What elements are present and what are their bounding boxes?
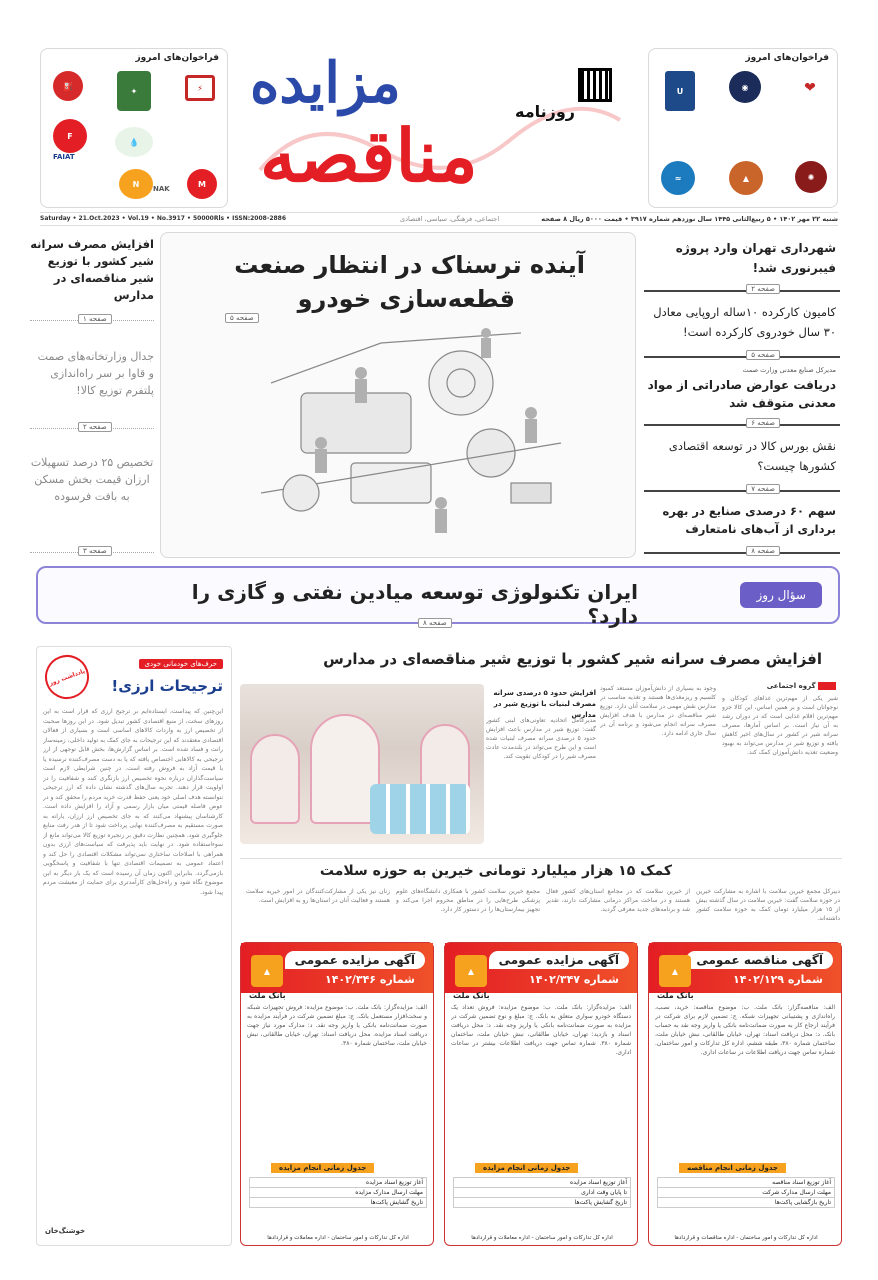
nak-label: NAK <box>153 185 170 193</box>
divider <box>644 424 840 426</box>
group-badge-icon <box>818 682 836 690</box>
divider <box>644 290 840 292</box>
ad-row-label: تا پایان وقت اداری <box>454 1188 631 1198</box>
ad-auction-347[interactable] <box>444 942 638 1246</box>
ad-schedule-table <box>249 1177 427 1208</box>
ad-body: الف: مزایده‌گزار: بانک ملت. ب: موضوع مزایده: فروش تجهیزات شبکه و سخت‌افزار مستعمل بانک. ج: مبلغ تضمین شرکت در فرآیند مزایده به صورت ضمانت‌نامه بانکی یا واریز وجه نقد. د: مدارک مورد نیاز جهت دریافت اسناد مزایده. محل دریافت اسناد: تهران، خیابان طالقانی، نبش خیابان ملت، ساختمان شماره ۳۸۰. <box>247 1004 427 1047</box>
faiat-logo: F <box>53 119 87 153</box>
ad-table-title: جدول زمانی انجام مزایده <box>271 1163 374 1173</box>
water-utility-logo: ≈ <box>661 161 695 195</box>
left-item-1-title[interactable] <box>30 236 154 304</box>
right-page-ref-3[interactable]: صفحه ۶ <box>746 418 780 428</box>
ad-auction-346[interactable] <box>240 942 434 1246</box>
donor-body-3: مجمع خیرین سلامت کشور با همکاری دانشگاه‌های علوم پزشکی طرح‌هایی را در مناطق محروم اجرا می‌کند و تجهیز بیمارستان‌ها را در دستور کار دارد. <box>396 888 540 913</box>
auto-parts-illustration <box>241 323 581 553</box>
donor-headline[interactable]: کمک ۱۵ هزار میلیارد تومانی خیرین به حوزه سلامت <box>319 863 672 879</box>
milk-body-col1: شیر یکی از مهم‌ترین غذاهای کودکان و نوجوانان است و بر همین اساس، این کالا جزو مهم‌ترین اقلام غذایی است که در دوران رشد به آن نیاز است. بر اساس آمارها، مصرف سرانه شیر در کشور در سال‌های اخیر کاهش یافته و توزیع شیر در مدارس می‌تواند به بهبود وضعیت تغذیه دانش‌آموزان کمک کند. <box>722 695 838 756</box>
milk-cups <box>370 784 470 834</box>
subtitle-center: اجتماعی، فرهنگی، سیاسی، اقتصادی <box>400 215 500 223</box>
ad-tender[interactable] <box>648 942 842 1246</box>
oil-company-logo: ◉ <box>729 71 761 103</box>
group-text: گروه اجتماعی <box>766 682 816 690</box>
editorial-title[interactable]: ترجیحات ارزی! <box>111 677 223 695</box>
masthead-small: روزنامه <box>515 102 575 121</box>
ad-body: الف: مناقصه‌گزار: بانک ملت. ب: موضوع مناقصه: خرید، نصب، راه‌اندازی و پشتیبانی تجهیزات شبکه. ج: تضمین لازم برای شرکت در فرآیند ارجاع کار به صورت ضمانت‌نامه بانکی یا واریز وجه نقد به حساب بانک. د: محل دریافت اسناد: تهران، خیابان طالقانی، نبش خیابان ملت، ساختمان شماره ۳۸۰، طبقه ششم، اداره کل تدارکات و امور ساختمان. شماره تماس جهت دریافت اطلاعات در ساعات اداری. <box>655 1004 835 1056</box>
milk-headline-text: افزایش مصرف سرانه شیر کشور با توزیع شیر مناقصه‌ای در مدارس <box>323 650 822 668</box>
masthead-top: مزایده <box>250 50 401 116</box>
ad-footer: اداره کل تدارکات و امور ساختمان - اداره معاملات و قراردادها <box>471 1235 613 1241</box>
mountain-logo: ▲ <box>729 161 763 195</box>
milk-group-label <box>767 682 836 690</box>
ad-schedule-table <box>453 1177 631 1208</box>
ad-row-label: مهلت ارسال مدارک شرکت <box>658 1188 835 1198</box>
question-page-ref[interactable]: صفحه ۸ <box>418 618 452 628</box>
milk-headline[interactable] <box>262 650 822 668</box>
right-page-ref-2[interactable]: صفحه ۵ <box>746 350 780 360</box>
qr-code-icon <box>578 68 612 102</box>
main-page-ref[interactable]: صفحه ۵ <box>225 313 259 323</box>
calls-left-title: فراخوان‌های امروز <box>135 53 219 63</box>
right-page-ref-5[interactable]: صفحه ۸ <box>746 546 780 556</box>
milk-subhead: افزایش حدود ۵ درصدی سرانه مصرف لبنیات با توزیع شیر در مدارس <box>493 689 596 719</box>
question-label: سؤال روز <box>740 582 822 608</box>
ad-title: آگهی مزایده عمومی <box>285 951 425 969</box>
question-text[interactable]: ایران تکنولوژی توسعه میادین نفتی و گازی را دارد؟ <box>191 580 638 628</box>
bank-mellat-logo: ▲ <box>251 955 283 987</box>
left-item-1-text: افزایش مصرف سرانه شیر کشور با توزیع شیر مناقصه‌ای در مدارس <box>30 237 154 302</box>
ads-row <box>240 942 842 1246</box>
right-item-1[interactable]: شهرداری تهران وارد پروژه فیبرنوری شد! <box>675 241 836 275</box>
right-item-2[interactable]: کامیون کارکرده ۱۰ساله اروپایی معادل ۳۰ سال خودروی کارکرده است! <box>653 305 836 339</box>
page-ref-2[interactable]: صفحه ۲ <box>78 422 112 432</box>
left-item-3-title[interactable]: تخصیص ۲۵ درصد تسهیلات ارزان قیمت بخش مسکن به بافت فرسوده <box>30 456 154 503</box>
ad-row-label: تاریخ گشایش پاکت‌ها <box>454 1198 631 1208</box>
right-column <box>644 232 840 562</box>
date-line-left: Saturday • 21.Oct.2023 • Vol.19 • No.3917 • 50000Rls • ISSN:2008-2886 <box>40 215 287 222</box>
date-bar <box>40 212 838 226</box>
right-item-3[interactable]: دریافت عوارض صادراتی از مواد معدنی متوقف شد <box>647 378 836 410</box>
ad-row-label: تاریخ بازگشایی پاکت‌ها <box>658 1198 835 1208</box>
editorial-badge-text: یادداشت روز <box>48 667 86 687</box>
ad-body: الف: مزایده‌گزار: بانک ملت. ب: موضوع مزایده: فروش تعداد یک دستگاه خودرو سواری متعلق به بانک. ج: مبلغ و نوع تضمین شرکت در مزایده به صورت ضمانت‌نامه بانکی یا واریز وجه نقد. د: محل دریافت اسناد و بازدید: تهران، خیابان طالقانی، نبش خیابان ملت، ساختمان شماره ۳۸۰. شماره تماس جهت دریافت اطلاعات بیشتر در ساعات اداری. <box>451 1004 631 1056</box>
editorial <box>36 646 232 1246</box>
municipality-logo: ✺ <box>795 161 827 193</box>
ad-footer: اداره کل تدارکات و امور ساختمان - اداره معاملات و قراردادها <box>267 1235 409 1241</box>
page-ref-3[interactable]: صفحه ۳ <box>78 546 112 556</box>
ad-number: شماره ۱۴۰۲/۱۲۹ <box>733 973 823 986</box>
org-seal-logo: ✦ <box>117 71 151 111</box>
bank-mellat-logo: M <box>187 169 217 199</box>
header-calls-left-box <box>40 48 228 208</box>
ad-row-label: آغاز توزیع اسناد مزایده <box>454 1178 631 1188</box>
ad-title: آگهی مناقصه عمومی <box>686 951 833 969</box>
editorial-body: این‌چنین که پیداست، ایستاده‌ایم بر ترجیح ارزی که قرار است به این روزهای سخت، از منبع اقتصادی کشور تبدیل شود. در این روزها صحبت از تخصیص ارز به واردات کالاهای اساسی است و بسیاری از فعالان اقتصادی معتقدند که این ترجیحات به جای کمک به تولید داخلی، زمینه‌ساز رانت و فساد شده است. بر اساس گزارش‌ها، بخش قابل توجهی از ارز ترجیحی به کالاهایی اختصاص یافته که یا به دست مصرف‌کننده نرسیده یا با قیمت آزاد به فروش رفته است. در چنین شرایطی لازم است سیاست‌گذاران درباره نحوه تخصیص ارز بازنگری کنند و شفافیت را در اولویت قرار دهند. تجربه سال‌های گذشته نشان داده که ارز ترجیحی نتوانسته هدف اصلی خود یعنی حفظ قدرت خرید مردم را محقق کند و در عوض فاصله قیمتی میان بازار رسمی و آزاد را افزایش داده است. کارشناسان پیشنهاد می‌کنند که به جای تخصیص ارز ارزان، یارانه به صورت مستقیم به مصرف‌کننده نهایی پرداخت شود تا از هدر رفت منابع جلوگیری شود. همچنین نظارت دقیق بر زنجیره توزیع کالا می‌تواند مانع از سوءاستفاده شود. در نهایت باید پذیرفت که سیاست‌های ارزی بدون همراهی با اصلاحات ساختاری نمی‌تواند مشکلات اقتصادی را حل کند و اعتماد عمومی به تصمیمات اقتصادی تنها با شفافیت و پاسخگویی بازمی‌گردد. بنابراین اکنون زمان آن رسیده است که یک بار دیگر به این موضوع نگاه شود و راه‌حل‌های کارآمدتری برای حمایت از معیشت مردم پیدا شود. <box>43 708 223 896</box>
faiat-label: FAIAT <box>53 153 75 161</box>
right-item-4[interactable]: نقش بورس کالا در توسعه اقتصادی کشورها چیست؟ <box>668 439 836 473</box>
header-calls-right-box <box>648 48 838 208</box>
main-headline-2[interactable]: قطعه‌سازی خودرو <box>297 285 515 313</box>
donor-body-2: از خیرین سلامت که در مجامع استان‌های کشور فعال هستند و در ساخت مراکز درمانی مشارکت دارند، تقدیر شد و برنامه‌های جدید معرفی گردید. <box>546 888 690 913</box>
water-logo: 💧 <box>115 127 153 157</box>
ad-row-label: مهلت ارسال مدارک مزایده <box>250 1188 427 1198</box>
right-page-ref-1[interactable]: صفحه ۲ <box>746 284 780 294</box>
milk-body-col3: مدیرعامل اتحادیه تعاونی‌های لبنی کشور گفت: توزیع شیر در مدارس باعث افزایش حدود ۵ درصدی سرانه مصرف لبنیات شده است و این طرح می‌تواند در بلندمدت عادت مصرف شیر را در کودکان تقویت کند. <box>486 717 596 760</box>
right-item-5[interactable]: سهم ۶۰ درصدی صنایع در بهره برداری از آب‌های نامتعارف <box>662 504 836 536</box>
donor-story <box>240 858 842 938</box>
ad-bank-name: بانک ملت <box>657 991 694 1000</box>
milk-photo <box>240 684 484 844</box>
ad-schedule-table <box>657 1177 835 1208</box>
bank-mellat-logo: ▲ <box>455 955 487 987</box>
fuel-logo: ⛽ <box>53 71 83 101</box>
bank-mellat-logo: ▲ <box>659 955 691 987</box>
donor-body-1: دبیرکل مجمع خیرین سلامت با اشاره به مشارکت خیرین در حوزه سلامت گفت: خیرین سلامت در سال گذشته بیش از ۱۵ هزار میلیارد تومان کمک به حوزه سلامت کشور داشته‌اند. <box>696 888 840 922</box>
main-story <box>160 232 636 558</box>
ad-footer: اداره کل تدارکات و امور ساختمان - اداره مناقصات و قراردادها <box>674 1235 818 1241</box>
ad-table-title: جدول زمانی انجام مناقصه <box>679 1163 786 1173</box>
left-item-2-title[interactable]: جدال وزارتخانه‌های صمت و قاوا بر سر راه‌اندازی پلتفرم توزیع کالا! <box>37 350 154 397</box>
ad-title: آگهی مزایده عمومی <box>489 951 629 969</box>
divider <box>644 552 840 554</box>
milk-story <box>240 646 842 856</box>
editorial-badge <box>39 649 95 705</box>
nak-logo: N <box>119 169 153 199</box>
right-item-3-kicker: مدیرکل صنایع معدنی وزارت صمت <box>742 366 836 374</box>
ad-number: شماره ۱۴۰۲/۳۴۶ <box>325 973 415 986</box>
milk-body-col2: وجود به بسیاری از دانش‌آموزان مستعد کمبود کلسیم و ریزمغذی‌ها هستند و تغذیه مناسب در مدارس نقش مهمی در سلامت آنان دارد. توزیع شیر مناقصه‌ای در مدارس با هدف افزایش مصرف سرانه انجام می‌شود و برنامه آن در سال جاری ادامه دارد. <box>600 685 716 737</box>
masthead <box>230 50 640 210</box>
ad-row-label: آغاز توزیع اسناد مناقصه <box>658 1178 835 1188</box>
donor-body-4: زنان نیز یکی از مشارکت‌کنندگان در امور خیریه سلامت هستند و فعالیت آنان در استان‌ها رو به افزایش است. <box>246 888 390 904</box>
masthead-main: مناقصه <box>260 113 478 198</box>
editorial-kicker: حرف‌های خودمانی خودی <box>139 659 223 669</box>
ad-bank-name: بانک ملت <box>453 991 490 1000</box>
ad-number: شماره ۱۴۰۲/۳۴۷ <box>529 973 619 986</box>
editorial-author: خوشنگ‌خان <box>45 1227 85 1235</box>
divider <box>644 356 840 358</box>
photo-figure <box>250 734 300 824</box>
electric-logo: ⚡ <box>185 75 215 101</box>
calls-right-title: فراخوان‌های امروز <box>745 53 829 63</box>
main-headline-1[interactable]: آینده ترسناک در انتظار صنعت <box>234 251 585 279</box>
divider <box>644 490 840 492</box>
lifesavers-logo: ❤ <box>795 71 825 105</box>
question-box <box>36 566 840 628</box>
ad-bank-name: بانک ملت <box>249 991 286 1000</box>
ad-row-label: تاریخ گشایش پاکت‌ها <box>250 1198 427 1208</box>
left-column <box>30 232 154 562</box>
university-logo: U <box>665 71 695 111</box>
ad-table-title: جدول زمانی انجام مزایده <box>475 1163 578 1173</box>
ad-row-label: آغاز توزیع اسناد مزایده <box>250 1178 427 1188</box>
right-page-ref-4[interactable]: صفحه ۷ <box>746 484 780 494</box>
date-line-right: شنبه ۲۲ مهر ۱۴۰۲ • ۵ ربیع‌الثانی ۱۴۴۵ سال نوزدهم شماره ۳۹۱۷ • قیمت ۵۰۰۰ ریال ۸ صفحه <box>541 215 838 223</box>
page-ref-1[interactable]: صفحه ۱ <box>78 314 112 324</box>
